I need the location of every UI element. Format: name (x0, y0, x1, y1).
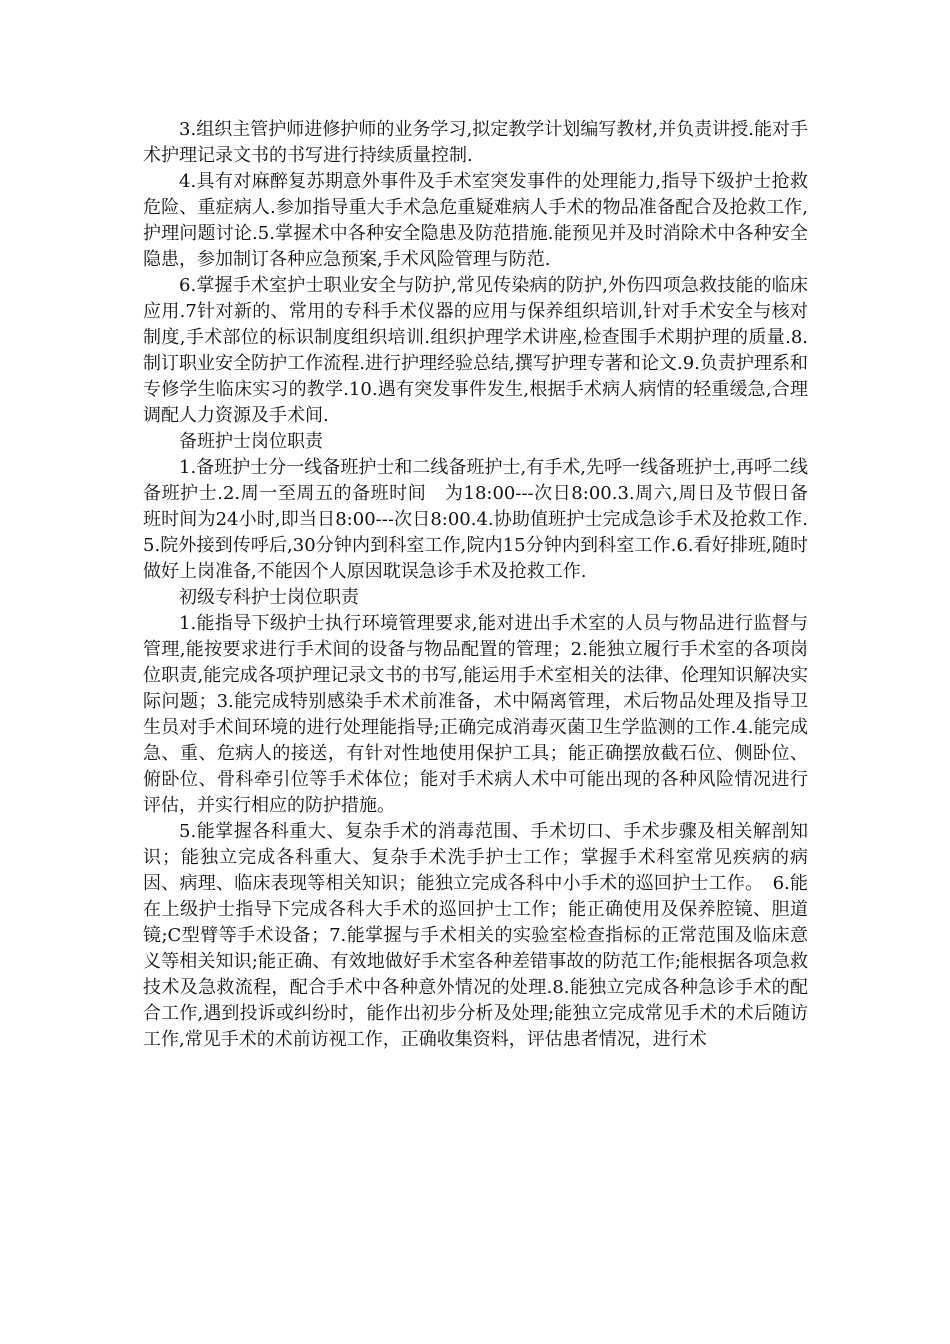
paragraph-junior-duties-1-4: 1.能指导下级护士执行环境管理要求,能对进出手术室的人员与物品进行监督与管理,能按要求进行手术间的设备与物品配置的管理；2.能独立履行手术室的各项岗位职责,能完成各项护理记录文书的书写,能运用手术室相关的法律、伦理知识解决实际问题；3.能完成特别感染手术术前准备，术中隔离管理，术后物品处理及指导卫生员对手术间环境的进行处理能指导;正确完成消毒灭菌卫生学监测的工作.4.能完成急、重、危病人的接送，有针对性地使用保护工具；能正确摆放截石位、侧卧位、俯卧位、骨科牵引位等手术体位；能对手术病人术中可能出现的各种风险情况进行评估，并实行相应的防护措施。 (143, 613, 808, 816)
paragraph-duty-4-5: 4.具有对麻醉复苏期意外事件及手术室突发事件的处理能力,指导下级护士抢救危险、重症病人.参加指导重大手术急危重疑难病人手术的物品准备配合及抢救工作,护理问题讨论.5.掌握术中各种安全隐患及防范措施.能预见并及时消除术中各种安全隐患，参加制订各种应急预案,手术风险管理与防范. (143, 171, 808, 270)
section-heading-junior-specialist-nurse: 初级专科护士岗位职责 (179, 587, 359, 608)
section-heading-standby-nurse: 备班护士岗位职责 (179, 431, 323, 452)
document-body (143, 117, 808, 1053)
paragraph-duty-3: 3.组织主管护师进修护师的业务学习,拟定教学计划编写教材,并负责讲授.能对手术护理记录文书的书写进行持续质量控制. (143, 119, 808, 166)
paragraph-junior-duties-5-8: 5.能掌握各科重大、复杂手术的消毒范围、手术切口、手术步骤及相关解剖知识；能独立完成各科重大、复杂手术洗手护士工作；掌握手术科室常见疾病的病因、病理、临床表现等相关知识；能独立完成各科中小手术的巡回护士工作。 6.能在上级护士指导下完成各科大手术的巡回护士工作；能正确使用及保养腔镜、胆道镜;C型臂等手术设备；7.能掌握与手术相关的实验室检查指标的正常范围及临床意义等相关知识;能正确、有效地做好手术室各种差错事故的防范工作;能根据各项急救技术及急救流程，配合手术中各种意外情况的处理.8.能独立完成各种急诊手术的配合工作,遇到投诉或纠纷时，能作出初步分析及处理;能独立完成常见手术的术后随访工作,常见手术的术前访视工作，正确收集资料，评估患者情况，进行术 (143, 821, 808, 1050)
paragraph-duty-6-10: 6.掌握手术室护士职业安全与防护,常见传染病的防护,外伤四项急救技能的临床应用.7针对新的、常用的专科手术仪器的应用与保养组织培训,针对手术安全与核对制度,手术部位的标识制度组织培训.组织护理学术讲座,检查围手术期护理的质量.8.制订职业安全防护工作流程.进行护理经验总结,撰写护理专著和论文.9.负责护理系和专修学生临床实习的教学.10.遇有突发事件发生,根据手术病人病情的轻重缓急,合理调配人力资源及手术间. (143, 275, 808, 426)
paragraph-standby-nurse-duties: 1.备班护士分一线备班护士和二线备班护士,有手术,先呼一线备班护士,再呼二线备班护士.2.周一至周五的备班时间 为18:00---次日8:00.3.周六,周日及节假日备班时间为24小时,即当日8:00---次日8:00.4.协助值班护士完成急诊手术及抢救工作.5.院外接到传呼后,30分钟内到科室工作,院内15分钟内到科室工作.6.看好排班,随时做好上岗准备,不能因个人原因耽误急诊手术及抢救工作. (143, 457, 808, 582)
